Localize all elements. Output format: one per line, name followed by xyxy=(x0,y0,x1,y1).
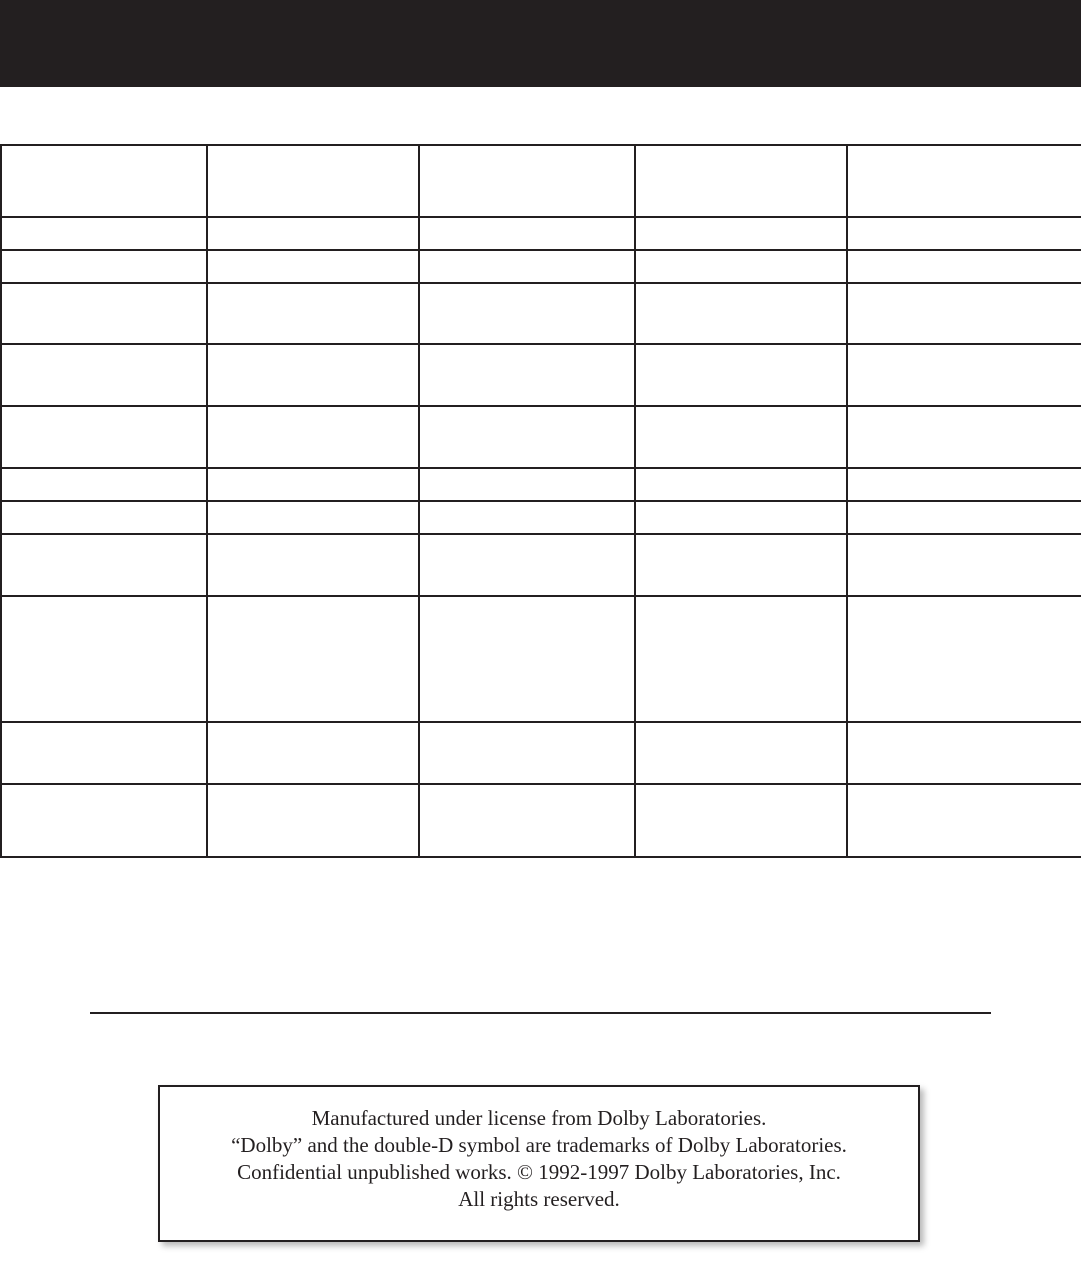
table-cell xyxy=(847,406,1081,468)
table-row xyxy=(1,217,1081,250)
table-cell xyxy=(207,217,419,250)
table-cell xyxy=(847,217,1081,250)
table-row xyxy=(1,784,1081,857)
table-cell xyxy=(635,217,847,250)
table-row xyxy=(1,722,1081,784)
table-cell xyxy=(1,344,207,406)
table-cell xyxy=(635,468,847,501)
table-row xyxy=(1,344,1081,406)
table-row xyxy=(1,250,1081,283)
license-line-4: All rights reserved. xyxy=(458,1187,620,1211)
header-bar xyxy=(0,0,1081,87)
table-cell xyxy=(635,344,847,406)
table-cell xyxy=(847,468,1081,501)
license-line-2: “Dolby” and the double-D symbol are trademarks of Dolby Laboratories. xyxy=(231,1133,847,1157)
table-cell xyxy=(635,534,847,596)
table-cell xyxy=(419,534,635,596)
table-body xyxy=(1,145,1081,857)
table-cell xyxy=(419,344,635,406)
table-cell xyxy=(207,283,419,344)
table-cell xyxy=(1,722,207,784)
table-row xyxy=(1,283,1081,344)
table-cell xyxy=(207,534,419,596)
table-cell xyxy=(419,722,635,784)
table-row xyxy=(1,534,1081,596)
table-cell xyxy=(635,784,847,857)
table-cell xyxy=(635,596,847,722)
table-cell xyxy=(207,596,419,722)
table-cell xyxy=(1,406,207,468)
table-cell xyxy=(419,468,635,501)
license-line-3: Confidential unpublished works. © 1992-1997 Dolby Laboratories, Inc. xyxy=(237,1160,841,1184)
table-cell xyxy=(1,596,207,722)
license-notice-box xyxy=(158,1085,920,1242)
table-cell xyxy=(207,250,419,283)
table-cell xyxy=(207,468,419,501)
table-cell xyxy=(847,250,1081,283)
table-row xyxy=(1,501,1081,534)
table-cell xyxy=(419,283,635,344)
table-cell xyxy=(1,468,207,501)
table-cell xyxy=(419,784,635,857)
table-cell xyxy=(635,283,847,344)
table-cell xyxy=(1,250,207,283)
table-cell xyxy=(1,784,207,857)
table-cell xyxy=(207,344,419,406)
table-cell xyxy=(207,784,419,857)
table-cell xyxy=(847,784,1081,857)
table-cell xyxy=(207,501,419,534)
table-cell xyxy=(419,250,635,283)
table-cell xyxy=(847,596,1081,722)
table-row xyxy=(1,406,1081,468)
table-cell xyxy=(419,217,635,250)
table-cell xyxy=(635,406,847,468)
specification-table xyxy=(0,144,1081,858)
table-cell xyxy=(1,501,207,534)
table-cell xyxy=(847,283,1081,344)
table-cell xyxy=(847,145,1081,217)
table-cell xyxy=(419,596,635,722)
horizontal-divider xyxy=(90,1012,991,1014)
table-cell xyxy=(847,534,1081,596)
table-cell xyxy=(847,501,1081,534)
table-cell xyxy=(1,217,207,250)
table-cell xyxy=(635,722,847,784)
license-line-1: Manufactured under license from Dolby Laboratories. xyxy=(311,1106,767,1130)
table-cell xyxy=(207,406,419,468)
table-cell xyxy=(635,145,847,217)
table-cell xyxy=(419,145,635,217)
table-row xyxy=(1,468,1081,501)
table-cell xyxy=(847,344,1081,406)
table-cell xyxy=(1,283,207,344)
table-row xyxy=(1,145,1081,217)
table-cell xyxy=(207,722,419,784)
table-cell xyxy=(635,501,847,534)
table-cell xyxy=(207,145,419,217)
table-cell xyxy=(847,722,1081,784)
table-cell xyxy=(419,406,635,468)
table-cell xyxy=(1,534,207,596)
table-cell xyxy=(419,501,635,534)
table-row xyxy=(1,596,1081,722)
table-cell xyxy=(635,250,847,283)
table-cell xyxy=(1,145,207,217)
